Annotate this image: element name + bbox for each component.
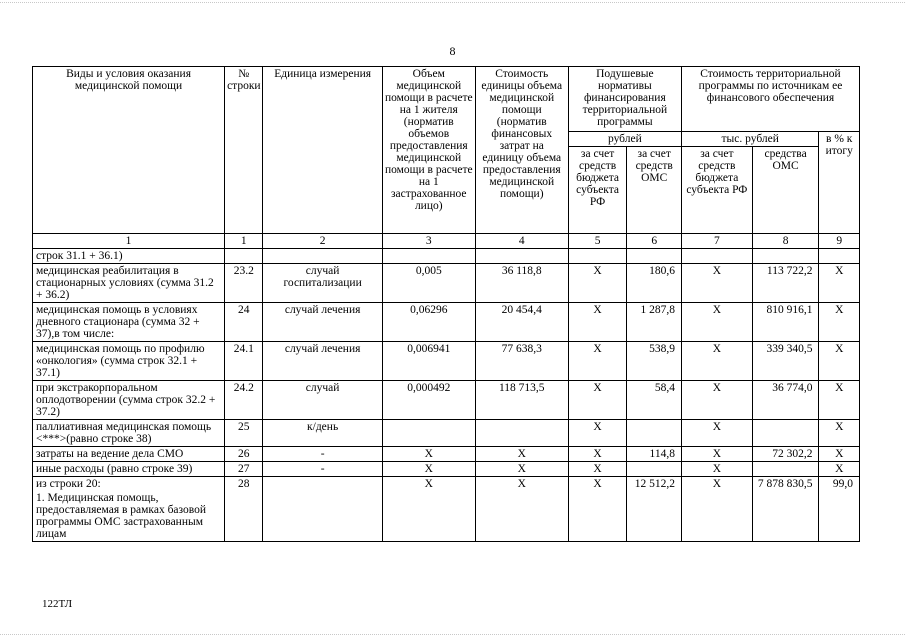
- table-row: [33, 462, 860, 477]
- header-oms-6: за счет средств ОМС: [627, 147, 682, 234]
- row-col5: Х: [568, 462, 627, 477]
- row-number: 24.1: [225, 342, 263, 381]
- column-number: 6: [627, 234, 682, 249]
- row-col5: Х: [568, 342, 627, 381]
- column-number: 3: [382, 234, 475, 249]
- row-volume: 0,000492: [382, 381, 475, 420]
- row-col6: 1 287,8: [627, 303, 682, 342]
- row-col6: 180,6: [627, 264, 682, 303]
- column-number-row: [33, 234, 860, 249]
- row-number: 24: [225, 303, 263, 342]
- row-col6: 12 512,2: [627, 477, 682, 542]
- row-cost: Х: [475, 462, 568, 477]
- column-number: 5: [568, 234, 627, 249]
- continuation-row: [33, 249, 860, 264]
- row-col7: Х: [681, 420, 752, 447]
- row-name: медицинская помощь по профилю «онкология» (сумма строк 32.1 + 37.1): [33, 342, 225, 381]
- header-type: Виды и условия оказания медицинской помощи: [33, 67, 225, 234]
- row-name-part: из строки 20:: [36, 478, 101, 490]
- row-name: медицинская реабилитация в стационарных условиях (сумма 31.2 + 36.2): [33, 264, 225, 303]
- row-name: иные расходы (равно строке 39): [33, 462, 225, 477]
- column-number: 1: [33, 234, 225, 249]
- row-name: затраты на ведение дела СМО: [33, 447, 225, 462]
- row-col5: Х: [568, 477, 627, 542]
- row-number: 26: [225, 447, 263, 462]
- row-unit: [263, 477, 382, 542]
- header-volume: Объем медицинской помощи в расчете на 1 жителя (норматив объемов предоставления медицинской помощи в расчете на 1 застрахованное лицо): [382, 67, 475, 234]
- scan-edge-top: [0, 2, 905, 4]
- row-col9: Х: [819, 342, 860, 381]
- page-number: 8: [449, 44, 456, 58]
- row-col9: Х: [819, 381, 860, 420]
- row-cost: 20 454,4: [475, 303, 568, 342]
- row-cost: 36 118,8: [475, 264, 568, 303]
- column-number: 7: [681, 234, 752, 249]
- table-row: [33, 420, 860, 447]
- row-unit: к/день: [263, 420, 382, 447]
- row-unit: случай лечения: [263, 342, 382, 381]
- table-row: [33, 381, 860, 420]
- row-number: 27: [225, 462, 263, 477]
- header-cost: Стоимость единицы объема медицинской помощи (норматив финансовых затрат на единицу объема предоставления медицинской помощи): [475, 67, 568, 234]
- row-col7: Х: [681, 447, 752, 462]
- row-col8: 72 302,2: [752, 447, 819, 462]
- row-col5: Х: [568, 381, 627, 420]
- row-col7: Х: [681, 342, 752, 381]
- header-budget-7: за счет средств бюджета субъекта РФ: [681, 147, 752, 234]
- row-col7: Х: [681, 303, 752, 342]
- row-col6: [627, 420, 682, 447]
- row-volume: Х: [382, 477, 475, 542]
- row-number: 25: [225, 420, 263, 447]
- row-cost: Х: [475, 477, 568, 542]
- row-col5: Х: [568, 303, 627, 342]
- row-volume: 0,06296: [382, 303, 475, 342]
- row-number: 23.2: [225, 264, 263, 303]
- row-col5: Х: [568, 264, 627, 303]
- row-col9: Х: [819, 303, 860, 342]
- row-col6: [627, 462, 682, 477]
- row-unit: случай госпитализации: [263, 264, 382, 303]
- header-unit: Единица измерения: [263, 67, 382, 234]
- row-col7: Х: [681, 462, 752, 477]
- row-col8: 36 774,0: [752, 381, 819, 420]
- row-col9: 99,0: [819, 477, 860, 542]
- row-name-part: 1. Медицинская помощь, предоставляемая в рамках базовой программы ОМС застрахованным лицам: [36, 492, 207, 540]
- column-number: 2: [263, 234, 382, 249]
- row-cost: 77 638,3: [475, 342, 568, 381]
- row-col5: Х: [568, 447, 627, 462]
- row-name: при экстракорпоральном оплодотворении (сумма строк 32.2 + 37.2): [33, 381, 225, 420]
- header-budget-5: за счет средств бюджета субъекта РФ: [568, 147, 627, 234]
- row-col7: Х: [681, 477, 752, 542]
- row-col8: 7 878 830,5: [752, 477, 819, 542]
- row-volume: 0,005: [382, 264, 475, 303]
- row-col8: [752, 420, 819, 447]
- row-number: 24.2: [225, 381, 263, 420]
- header-row-1: [33, 67, 860, 132]
- table-row: [33, 264, 860, 303]
- row-col8: 810 916,1: [752, 303, 819, 342]
- row-volume: Х: [382, 462, 475, 477]
- row-col8: 113 722,2: [752, 264, 819, 303]
- table-row: [33, 303, 860, 342]
- row-name: медицинская помощь в условиях дневного стационара (сумма 32 + 37),в том числе:: [33, 303, 225, 342]
- continuation-text: строк 31.1 + 36.1): [33, 249, 225, 264]
- row-col6: 538,9: [627, 342, 682, 381]
- row-number: 28: [225, 477, 263, 542]
- header-percent: в % к итогу: [819, 132, 860, 234]
- row-col9: Х: [819, 264, 860, 303]
- column-number: 8: [752, 234, 819, 249]
- row-unit: -: [263, 462, 382, 477]
- row-cost: 118 713,5: [475, 381, 568, 420]
- header-total-cost: Стоимость территориальной программы по источникам ее финансового обеспечения: [681, 67, 859, 132]
- column-number: 4: [475, 234, 568, 249]
- header-oms-8: средства ОМС: [752, 147, 819, 234]
- row-name: [33, 477, 225, 542]
- row-col8: 339 340,5: [752, 342, 819, 381]
- header-percapita: Подушевые нормативы финансирования территориальной программы: [568, 67, 681, 132]
- row-col6: 58,4: [627, 381, 682, 420]
- row-cost: [475, 420, 568, 447]
- header-thousand-rubles: тыс. рублей: [681, 132, 818, 147]
- scan-edge-bottom: [0, 634, 905, 636]
- column-number: 1: [225, 234, 263, 249]
- row-unit: случай лечения: [263, 303, 382, 342]
- row-col5: Х: [568, 420, 627, 447]
- row-volume: 0,006941: [382, 342, 475, 381]
- header-row-no: № строки: [225, 67, 263, 234]
- row-col9: Х: [819, 462, 860, 477]
- row-unit: случай: [263, 381, 382, 420]
- column-number: 9: [819, 234, 860, 249]
- row-col7: Х: [681, 381, 752, 420]
- header-rubles: рублей: [568, 132, 681, 147]
- row-col9: Х: [819, 420, 860, 447]
- row-volume: [382, 420, 475, 447]
- financing-table: [32, 66, 860, 542]
- row-volume: Х: [382, 447, 475, 462]
- row-col8: [752, 462, 819, 477]
- table-row: [33, 477, 860, 542]
- table-row: [33, 342, 860, 381]
- row-col9: Х: [819, 447, 860, 462]
- table-row: [33, 447, 860, 462]
- row-cost: Х: [475, 447, 568, 462]
- footer-code: 122ТЛ: [42, 598, 73, 610]
- row-unit: -: [263, 447, 382, 462]
- row-col6: 114,8: [627, 447, 682, 462]
- row-col7: Х: [681, 264, 752, 303]
- row-name: паллиативная медицинская помощь <***>(равно строке 38): [33, 420, 225, 447]
